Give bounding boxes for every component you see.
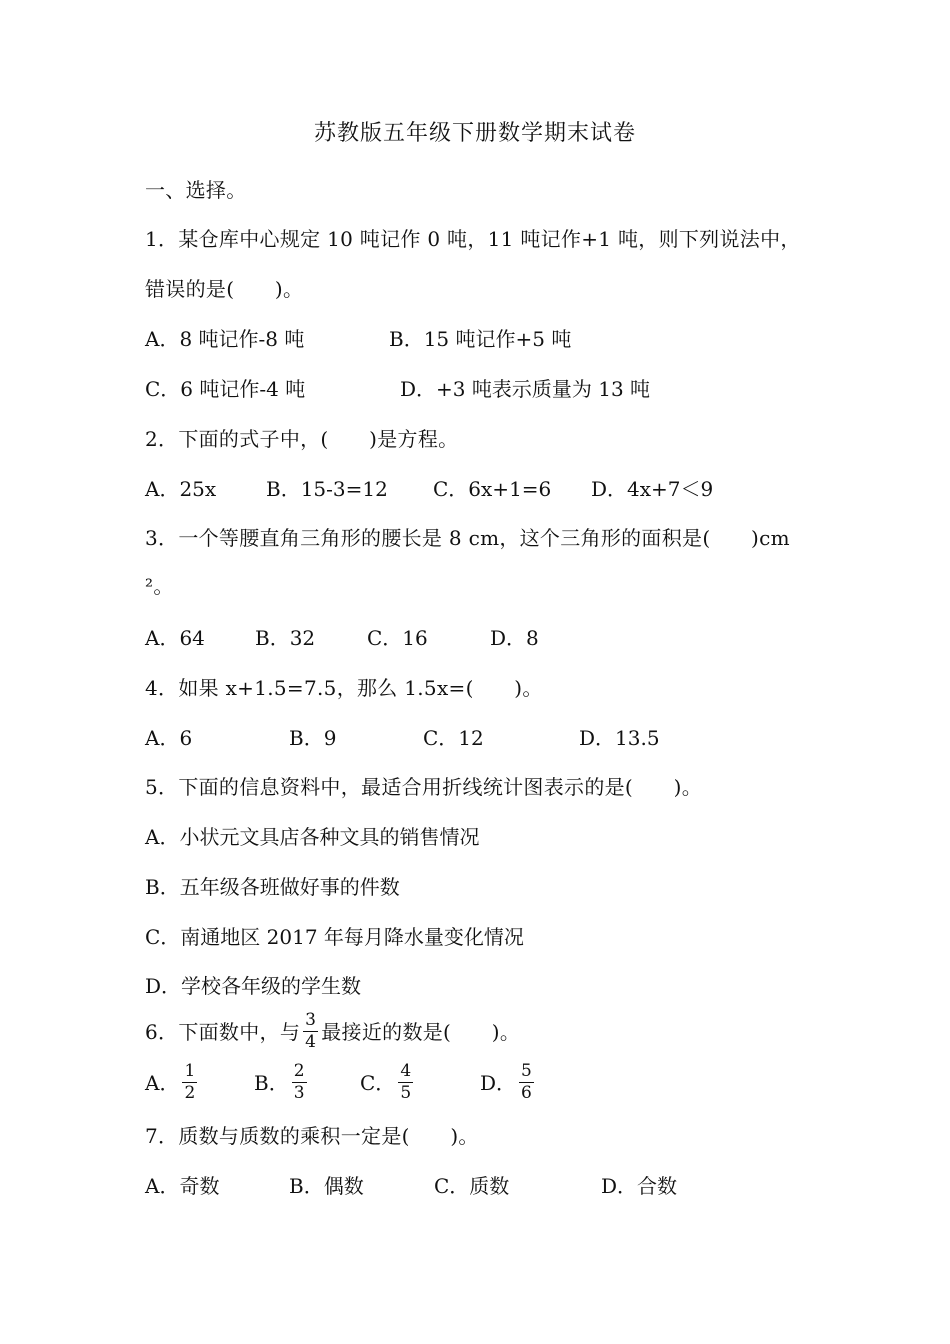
question-2-stem: 2．下面的式子中，( )是方程。 bbox=[145, 427, 459, 451]
question-6-option-a bbox=[145, 1061, 200, 1104]
question-2-option-a: A．25x bbox=[145, 477, 217, 501]
question-3-option-b: B．32 bbox=[255, 626, 316, 650]
question-6-stem-fraction bbox=[303, 1012, 318, 1051]
option-fraction bbox=[182, 1063, 197, 1102]
option-label: B． bbox=[254, 1071, 289, 1095]
question-2-option-d: D．4x+7＜9 bbox=[591, 477, 714, 501]
fraction-numerator: 4 bbox=[400, 1061, 412, 1081]
section-heading: 一、选择。 bbox=[145, 178, 247, 202]
question-7-option-a: A．奇数 bbox=[145, 1174, 220, 1198]
question-6-stem bbox=[145, 1010, 521, 1053]
option-label: C． bbox=[360, 1071, 396, 1095]
question-5-option-c: C．南通地区 2017 年每月降水量变化情况 bbox=[145, 925, 524, 949]
question-6-option-c bbox=[360, 1061, 416, 1104]
option-fraction bbox=[292, 1063, 307, 1102]
question-6-stem-before: 6．下面数中，与 bbox=[145, 1020, 301, 1044]
question-1-stem-line-1: 1．某仓库中心规定 10 吨记作 0 吨，11 吨记作+1 吨，则下列说法中， bbox=[145, 227, 801, 251]
question-5-option-d: D．学校各年级的学生数 bbox=[145, 974, 362, 998]
question-1-option-a: A．8 吨记作-8 吨 bbox=[145, 327, 305, 351]
option-label: A． bbox=[145, 1071, 180, 1095]
question-5-stem: 5．下面的信息资料中，最适合用折线统计图表示的是( )。 bbox=[145, 775, 703, 799]
fraction-denominator: 4 bbox=[305, 1032, 317, 1052]
page-title: 苏教版五年级下册数学期末试卷 bbox=[313, 121, 636, 146]
question-3-option-d: D．8 bbox=[490, 626, 539, 650]
question-4-option-b: B．9 bbox=[289, 726, 337, 750]
question-1-option-c: C．6 吨记作-4 吨 bbox=[145, 377, 306, 401]
option-fraction bbox=[398, 1063, 413, 1102]
fraction-denominator: 2 bbox=[184, 1083, 196, 1103]
question-3-option-c: C．16 bbox=[367, 626, 428, 650]
question-3-option-a: A．64 bbox=[145, 626, 205, 650]
fraction-numerator: 1 bbox=[184, 1061, 196, 1081]
question-5-option-a: A．小状元文具店各种文具的销售情况 bbox=[145, 825, 480, 849]
question-7-option-b: B．偶数 bbox=[289, 1174, 364, 1198]
question-1-option-b: B．15 吨记作+5 吨 bbox=[389, 327, 572, 351]
question-3-stem-line-1: 3．一个等腰直角三角形的腰长是 8 cm，这个三角形的面积是( )cm bbox=[145, 526, 790, 550]
question-1-option-d: D．+3 吨表示质量为 13 吨 bbox=[400, 377, 651, 401]
question-4-option-c: C．12 bbox=[423, 726, 484, 750]
question-6-stem-after: 最接近的数是( )。 bbox=[321, 1020, 521, 1044]
question-4-option-a: A．6 bbox=[145, 726, 193, 750]
fraction-denominator: 5 bbox=[400, 1083, 412, 1103]
question-4-stem: 4．如果 x+1.5=7.5，那么 1.5x=( )。 bbox=[145, 676, 543, 700]
fraction-numerator: 2 bbox=[293, 1061, 305, 1081]
fraction-numerator: 3 bbox=[305, 1010, 317, 1030]
question-2-option-b: B．15-3=12 bbox=[266, 477, 388, 501]
fraction-denominator: 6 bbox=[521, 1083, 532, 1103]
question-6-option-d bbox=[480, 1061, 537, 1104]
fraction-numerator: 5 bbox=[521, 1061, 532, 1081]
question-6-option-b bbox=[254, 1061, 310, 1104]
question-1-stem-line-2: 错误的是( )。 bbox=[145, 277, 304, 301]
option-label: D． bbox=[480, 1071, 517, 1095]
fraction-denominator: 3 bbox=[293, 1083, 305, 1103]
question-7-stem: 7．质数与质数的乘积一定是( )。 bbox=[145, 1124, 479, 1148]
question-4-option-d: D．13.5 bbox=[579, 726, 660, 750]
question-7-option-d: D．合数 bbox=[601, 1174, 678, 1198]
question-5-option-b: B．五年级各班做好事的件数 bbox=[145, 875, 400, 899]
question-7-option-c: C．质数 bbox=[434, 1174, 510, 1198]
question-3-stem-line-2: ²。 bbox=[145, 574, 174, 598]
question-2-option-c: C．6x+1=6 bbox=[433, 477, 552, 501]
option-fraction bbox=[519, 1063, 534, 1102]
